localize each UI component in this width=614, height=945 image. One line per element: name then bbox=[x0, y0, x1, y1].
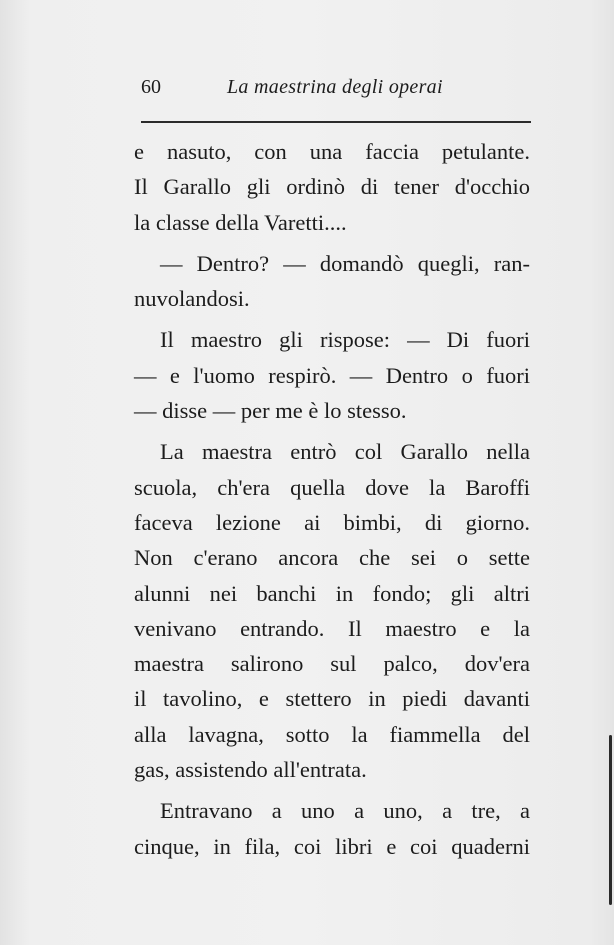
text-line: la classe della Varetti.... bbox=[134, 209, 347, 235]
body-text bbox=[134, 134, 530, 864]
text-line: La maestra entrò col Garallo nella bbox=[160, 439, 530, 465]
text-line: maestra salirono sul palco, dov'era bbox=[134, 651, 530, 677]
text-line: Il maestro gli rispose: — Di fuori bbox=[160, 327, 530, 353]
text-line: scuola, ch'era quella dove la Baroffi bbox=[134, 474, 530, 500]
page-edge-mark bbox=[609, 735, 612, 905]
text-line: Non c'erano ancora che sei o sette bbox=[134, 545, 530, 571]
text-line: Il Garallo gli ordinò di tener d'occhio bbox=[134, 174, 530, 200]
text-line: venivano entrando. Il maestro e la bbox=[134, 615, 530, 641]
text-line: cinque, in fila, coi libri e coi quaderni bbox=[134, 833, 530, 859]
page-number: 60 bbox=[141, 76, 161, 98]
text-line: faceva lezione ai bimbi, di giorno. bbox=[134, 509, 530, 535]
running-title: La maestrina degli operai bbox=[227, 76, 443, 98]
text-line: alla lavagna, sotto la fiammella del bbox=[134, 721, 530, 747]
text-line: gas, assistendo all'entrata. bbox=[134, 757, 367, 783]
text-line: e nasuto, con una faccia petulante. bbox=[134, 139, 530, 164]
text-line: il tavolino, e stettero in piedi davanti bbox=[134, 686, 530, 712]
text-line: — disse — per me è lo stesso. bbox=[134, 398, 407, 424]
text-line: Entravano a uno a uno, a tre, a bbox=[160, 798, 530, 824]
text-line: nuvolandosi. bbox=[134, 286, 250, 312]
page-header bbox=[141, 76, 531, 106]
header-rule bbox=[141, 121, 531, 123]
text-line: — Dentro? — domandò quegli, ran- bbox=[160, 250, 530, 276]
text-line: — e l'uomo respirò. — Dentro o fuori bbox=[134, 362, 530, 388]
text-line: alunni nei banchi in fondo; gli altri bbox=[134, 580, 530, 606]
